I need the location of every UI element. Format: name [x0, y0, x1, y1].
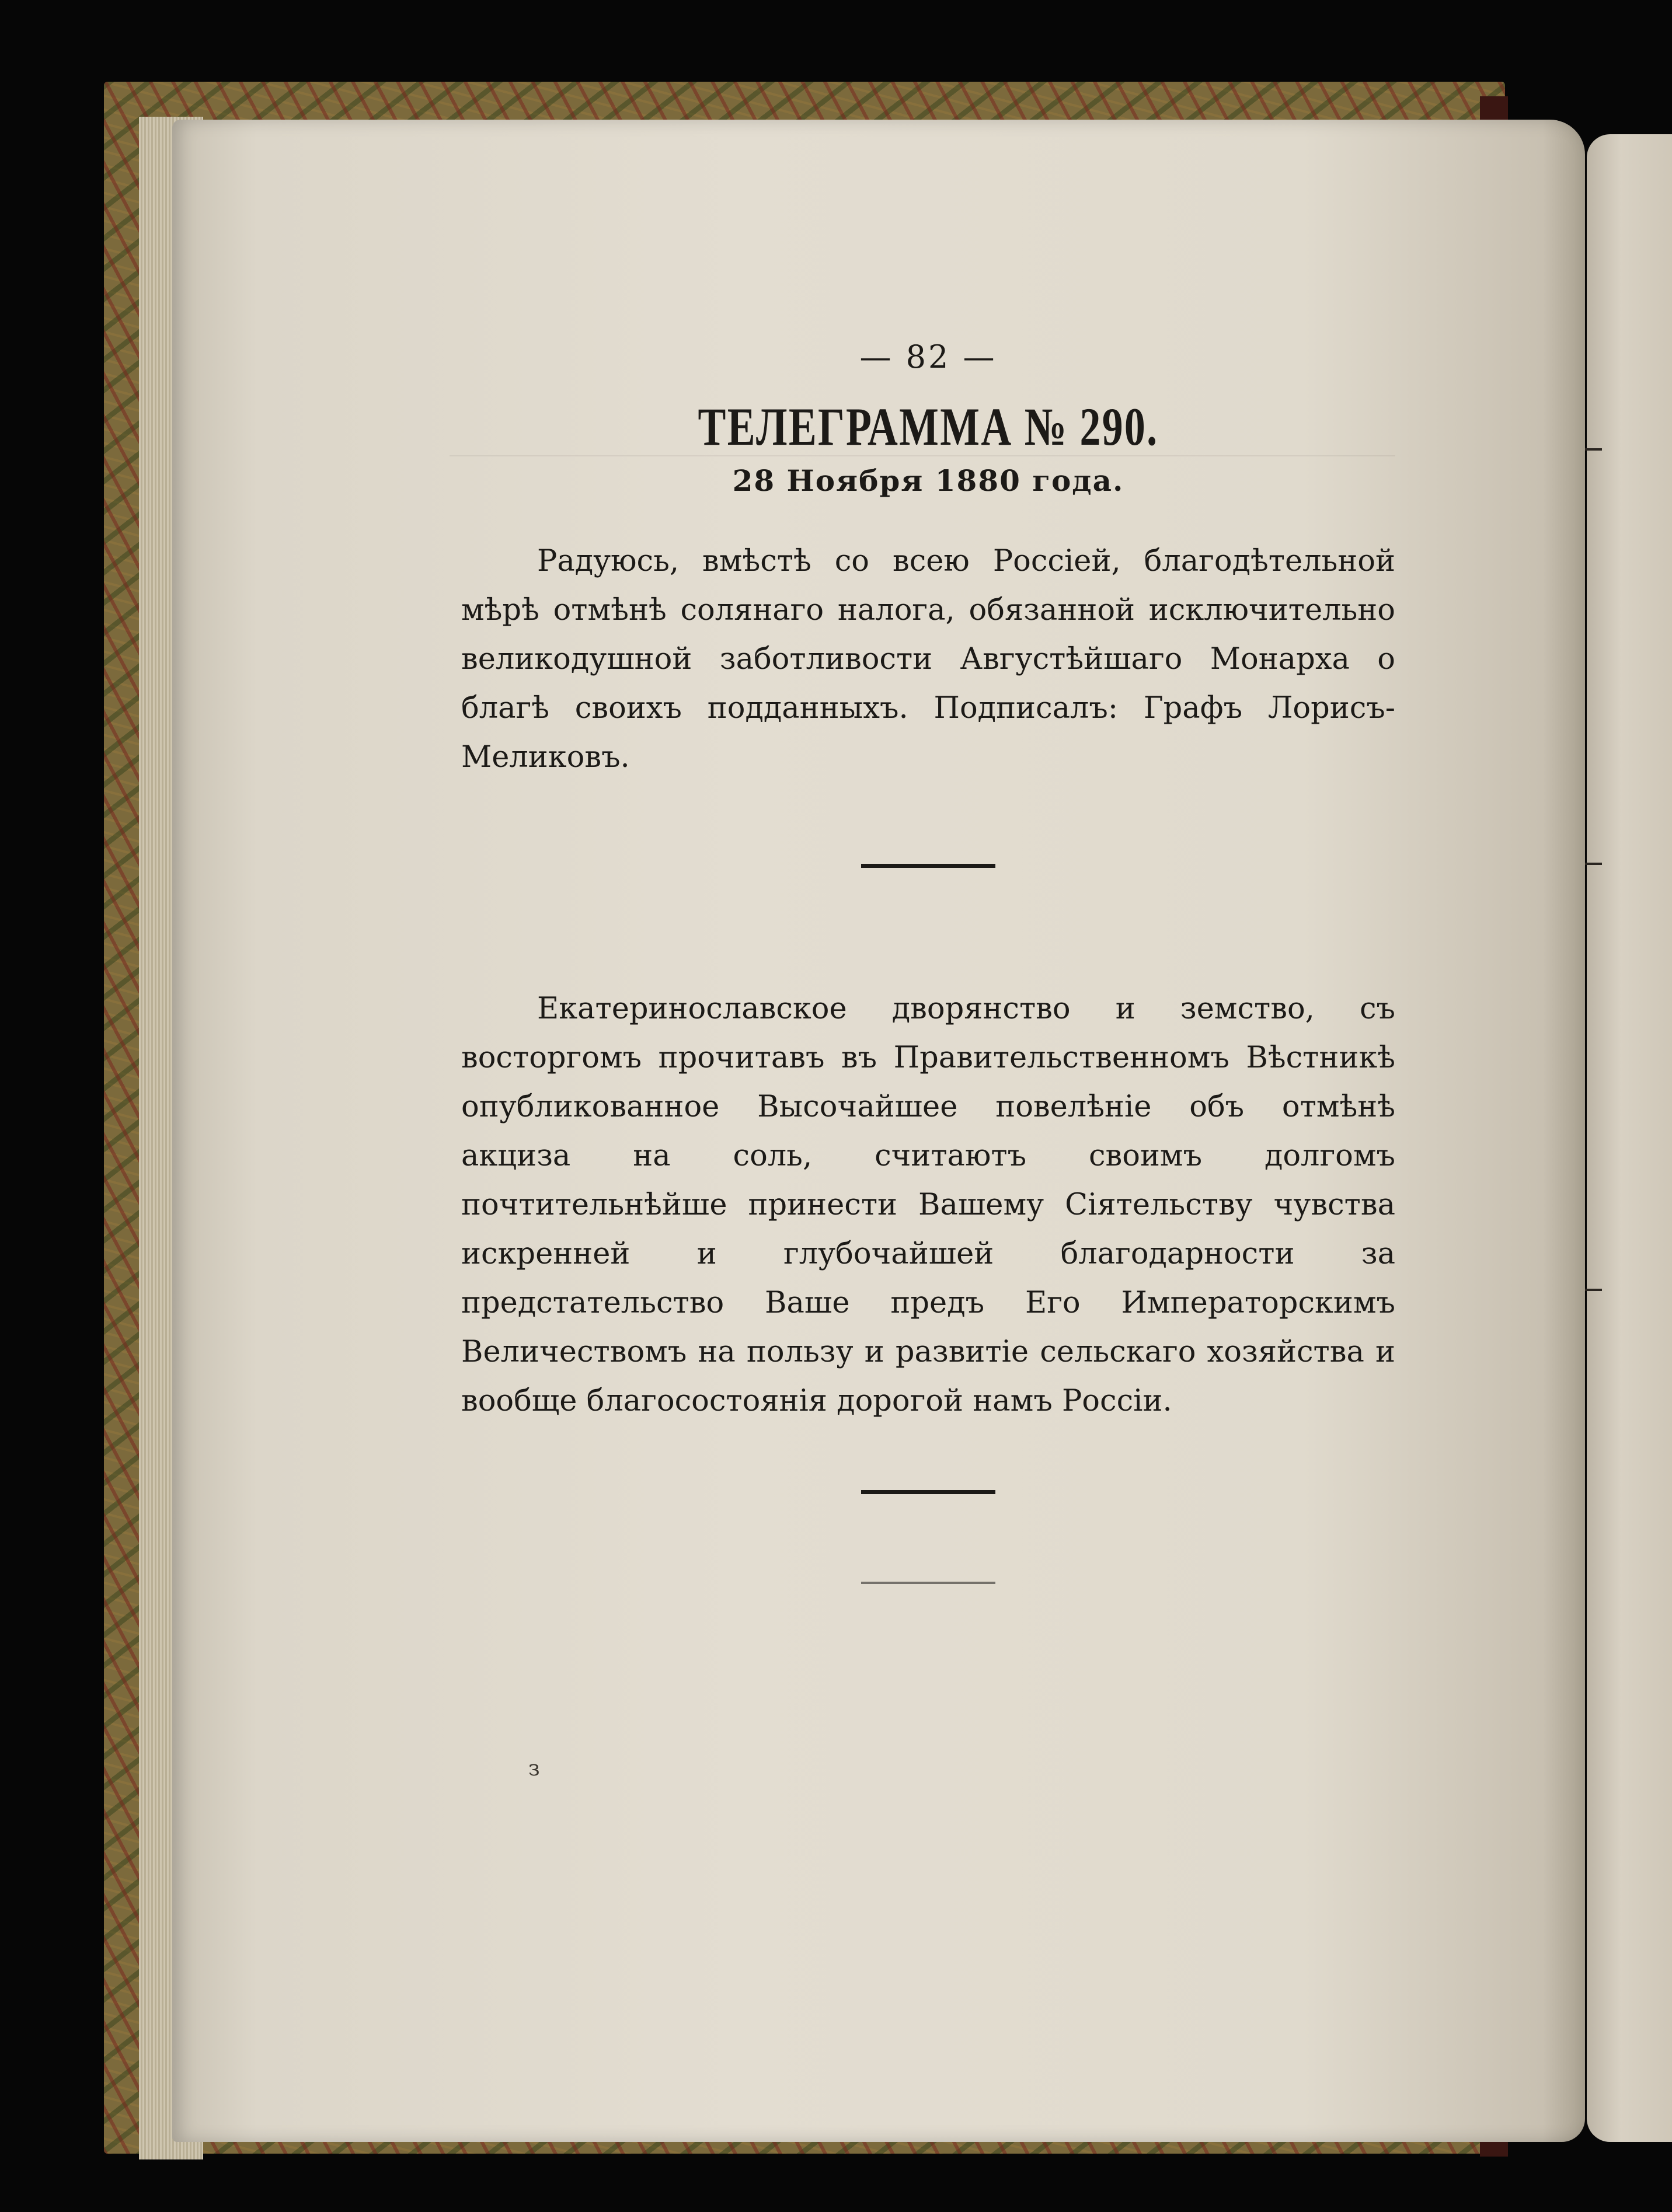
telegram-heading: ТЕЛЕГРАММА № 290. [698, 397, 1159, 456]
end-divider [861, 1582, 995, 1584]
page-content [461, 339, 1395, 1584]
letter-text: Екатеринославское дворянство и земство, съ восторгомъ прочитавъ въ Правительственномъ Вѣстникѣ опубликованное Высочайшее повелѣнiе объ отмѣнѣ акциза на соль, считаютъ своимъ долгомъ почтительнѣйше принести Вашему Сiятельству чувства искренней и глубочайшей благодарности за предстательство Ваше предъ Его Императорскимъ Величествомъ на пользу и развитiе сельскаго хозяйства и вообще благосостоянiя дорогой намъ Россiи. [461, 992, 1395, 1418]
section-divider [861, 864, 995, 868]
page-number: — 82 — [859, 339, 997, 375]
telegram-text: Радуюсь, вмѣстѣ со всею Россiей, благодѣтельной мѣрѣ отмѣнѣ солянаго налога, обязанной исключительно великодушной заботливости Августѣйшаго Монарха о благѣ своихъ подданныхъ. Подписалъ: Графъ Лорисъ-Меликовъ. [461, 544, 1395, 774]
telegram-date: 28 Ноября 1880 года. [732, 463, 1124, 498]
section-divider [861, 1490, 995, 1494]
facing-page [1587, 134, 1672, 2142]
printer-signature-mark: з [528, 1757, 540, 1781]
